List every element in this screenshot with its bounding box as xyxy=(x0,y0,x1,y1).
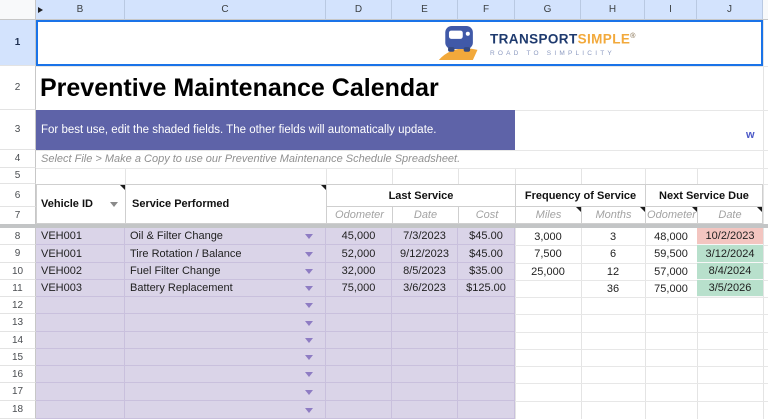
cell-d13[interactable] xyxy=(326,314,392,332)
header-next-due-label: Next Service Due xyxy=(659,189,749,202)
header-service-performed[interactable] xyxy=(125,184,327,224)
cell-b13[interactable] xyxy=(36,314,125,332)
row-header-7[interactable]: 7 xyxy=(0,207,36,224)
brand-secondary: SIMPLE xyxy=(577,31,631,47)
row-header-16[interactable]: 16 xyxy=(0,366,36,383)
cell-next-date-row11[interactable]: 3/5/2026 xyxy=(697,280,763,297)
truck-icon xyxy=(437,25,483,61)
cell-last-odo-row10[interactable]: 32,000 xyxy=(326,263,392,280)
cell-last-date-row10[interactable]: 8/5/2023 xyxy=(392,263,458,280)
cell-last-odo-row11[interactable]: 75,000 xyxy=(326,280,392,297)
cell-next-date-row10[interactable]: 8/4/2024 xyxy=(697,263,763,280)
subheader-label: Odometer xyxy=(647,209,696,221)
cell-last-cost-row11[interactable]: $125.00 xyxy=(458,280,515,297)
cell-last-date-row11[interactable]: 3/6/2023 xyxy=(392,280,458,297)
subheader-last-date[interactable] xyxy=(392,206,459,224)
subheader-label: Months xyxy=(595,209,632,221)
usage-banner[interactable] xyxy=(36,110,515,150)
subheader-label: Cost xyxy=(475,209,499,221)
cell-service-row10[interactable] xyxy=(125,263,326,280)
cell-next-odo-row8[interactable]: 48,000 xyxy=(654,230,688,243)
cell-last-cost-row10[interactable]: $35.00 xyxy=(458,263,515,280)
cell-d17[interactable] xyxy=(326,383,392,401)
subheader-last-odometer[interactable] xyxy=(326,206,393,224)
cell-vehicle-id-row9[interactable]: VEH001 xyxy=(36,245,125,263)
dropdown-arrow-icon[interactable] xyxy=(305,252,313,257)
cell-b16[interactable] xyxy=(36,366,125,383)
hidden-column-indicator-icon[interactable] xyxy=(38,7,43,13)
column-header-d[interactable]: D xyxy=(326,0,392,20)
copy-instruction[interactable]: Select File > Make a Copy to use our Preventive Maintenance Schedule Spreadsheet. xyxy=(41,153,461,165)
header-last-service-label: Last Service xyxy=(388,189,454,202)
cell-service-row8[interactable] xyxy=(125,228,326,245)
subheader-last-cost[interactable] xyxy=(458,206,516,224)
dropdown-arrow-icon[interactable] xyxy=(305,286,313,291)
cell-last-odo-row9[interactable]: 52,000 xyxy=(326,245,392,263)
selected-cell-b1[interactable] xyxy=(36,20,763,66)
logo-text xyxy=(490,30,636,57)
cell-miles-row10[interactable]: 25,000 xyxy=(531,265,565,278)
transportsimple-logo xyxy=(437,25,636,63)
subheader-label: Date xyxy=(413,209,438,221)
frozen-row-divider[interactable] xyxy=(0,224,768,228)
cell-f13[interactable] xyxy=(458,314,515,332)
cell-e16[interactable] xyxy=(392,366,458,383)
cell-b14[interactable] xyxy=(36,332,125,349)
dropdown-arrow-icon[interactable] xyxy=(305,372,313,377)
cell-f12[interactable] xyxy=(458,297,515,314)
brand-primary: TRANSPORT xyxy=(490,31,578,47)
header-vehicle-id-label: Vehicle ID xyxy=(41,198,93,210)
cell-c12[interactable] xyxy=(125,297,326,314)
row-header-11[interactable]: 11 xyxy=(0,280,36,297)
cell-b17[interactable] xyxy=(36,383,125,401)
cell-d18[interactable] xyxy=(326,401,392,419)
select-all-corner[interactable] xyxy=(0,0,36,20)
cell-d12[interactable] xyxy=(326,297,392,314)
dropdown-arrow-icon[interactable] xyxy=(305,321,313,326)
usage-banner-text: For best use, edit the shaded fields. The other fields will automatically update. xyxy=(41,124,437,136)
cell-c13[interactable] xyxy=(125,314,326,332)
cell-d15[interactable] xyxy=(326,349,392,366)
subheader-next-date[interactable] xyxy=(697,206,763,224)
cell-f18[interactable] xyxy=(458,401,515,419)
dropdown-arrow-icon[interactable] xyxy=(305,355,313,360)
cell-miles-row9[interactable]: 7,500 xyxy=(534,248,562,260)
cell-f14[interactable] xyxy=(458,332,515,349)
column-header-j[interactable]: J xyxy=(697,0,763,20)
service-label: Tire Rotation / Balance xyxy=(130,247,242,260)
cell-next-odo-row11[interactable]: 75,000 xyxy=(654,282,688,295)
logo-tagline: ROAD TO SIMPLICITY xyxy=(490,49,615,57)
dropdown-arrow-icon[interactable] xyxy=(305,408,313,413)
cell-vehicle-id-row11[interactable]: VEH003 xyxy=(36,280,125,297)
page-title[interactable]: Preventive Maintenance Calendar xyxy=(40,74,439,102)
row-header-1[interactable]: 1 xyxy=(0,20,36,66)
dropdown-arrow-icon[interactable] xyxy=(305,303,313,308)
dropdown-arrow-icon[interactable] xyxy=(305,269,313,274)
cell-months-row11[interactable]: 36 xyxy=(606,282,620,295)
cell-last-odo-row8[interactable]: 45,000 xyxy=(326,228,392,245)
partial-link-text[interactable]: w xyxy=(746,129,755,141)
cell-e15[interactable] xyxy=(392,349,458,366)
cell-next-date-row9[interactable]: 3/12/2024 xyxy=(697,245,763,263)
cell-next-odo-row9[interactable]: 59,500 xyxy=(654,248,688,260)
cell-last-date-row8[interactable]: 7/3/2023 xyxy=(392,228,458,245)
cell-months-row10[interactable]: 12 xyxy=(606,265,620,278)
row-header-4[interactable]: 4 xyxy=(0,150,36,168)
cell-service-row11[interactable] xyxy=(125,280,326,297)
cell-f16[interactable] xyxy=(458,366,515,383)
cell-last-cost-row8[interactable]: $45.00 xyxy=(458,228,515,245)
header-frequency-of-service[interactable] xyxy=(515,184,646,207)
header-frequency-label: Frequency of Service xyxy=(524,189,637,202)
cell-vehicle-id-row10[interactable]: VEH002 xyxy=(36,263,125,280)
cell-e13[interactable] xyxy=(392,314,458,332)
row-header-17[interactable]: 17 xyxy=(0,383,36,401)
cell-last-cost-row9[interactable]: $45.00 xyxy=(458,245,515,263)
cell-f15[interactable] xyxy=(458,349,515,366)
cell-c14[interactable] xyxy=(125,332,326,349)
cell-b15[interactable] xyxy=(36,349,125,366)
cell-d16[interactable] xyxy=(326,366,392,383)
cell-f17[interactable] xyxy=(458,383,515,401)
gridline xyxy=(763,20,764,419)
column-header-h[interactable]: H xyxy=(581,0,645,20)
header-last-service[interactable] xyxy=(326,184,516,207)
column-header-g[interactable]: G xyxy=(515,0,581,20)
cell-c18[interactable] xyxy=(125,401,326,419)
note-marker-icon xyxy=(757,207,762,212)
header-next-service-due[interactable] xyxy=(645,184,763,207)
cell-e14[interactable] xyxy=(392,332,458,349)
registered-mark: ® xyxy=(630,33,636,40)
row-header-14[interactable]: 14 xyxy=(0,332,36,349)
cell-b12[interactable] xyxy=(36,297,125,314)
dropdown-arrow-icon[interactable] xyxy=(305,338,313,343)
header-vehicle-id[interactable] xyxy=(36,184,126,224)
subheader-miles[interactable] xyxy=(515,206,582,224)
subheader-next-odometer[interactable] xyxy=(645,206,698,224)
cell-e12[interactable] xyxy=(392,297,458,314)
column-header-rest xyxy=(763,0,768,20)
cell-e17[interactable] xyxy=(392,383,458,401)
subheader-label: Miles xyxy=(535,209,562,221)
cell-d14[interactable] xyxy=(326,332,392,349)
cell-b18[interactable] xyxy=(36,401,125,419)
row-header-8[interactable]: 8 xyxy=(0,228,36,245)
row-header-6[interactable]: 6 xyxy=(0,184,36,207)
cell-c17[interactable] xyxy=(125,383,326,401)
row-header-15[interactable]: 15 xyxy=(0,349,36,366)
service-label: Battery Replacement xyxy=(130,282,233,294)
cell-miles-row8[interactable]: 3,000 xyxy=(534,230,562,243)
row-header-18[interactable]: 18 xyxy=(0,401,36,419)
column-header-f[interactable]: F xyxy=(458,0,515,20)
cell-e18[interactable] xyxy=(392,401,458,419)
row-header-2[interactable]: 2 xyxy=(0,66,36,110)
cell-service-row9[interactable] xyxy=(125,245,326,263)
cell-next-odo-row10[interactable]: 57,000 xyxy=(654,265,688,278)
service-label: Oil & Filter Change xyxy=(130,230,223,242)
subheader-months[interactable] xyxy=(581,206,646,224)
dropdown-arrow-icon[interactable] xyxy=(305,234,313,239)
row-header-10[interactable]: 10 xyxy=(0,263,36,280)
service-label: Fuel Filter Change xyxy=(130,265,221,277)
cell-c16[interactable] xyxy=(125,366,326,383)
dropdown-arrow-icon[interactable] xyxy=(305,390,313,395)
cell-last-date-row9[interactable]: 9/12/2023 xyxy=(392,245,458,263)
row-header-9[interactable]: 9 xyxy=(0,245,36,263)
row-header-3[interactable]: 3 xyxy=(0,110,36,150)
column-header-c[interactable]: C xyxy=(125,0,326,20)
row-header-12[interactable]: 12 xyxy=(0,297,36,314)
cell-months-row8[interactable]: 3 xyxy=(609,230,617,243)
subheader-label: Date xyxy=(718,209,742,221)
gridline xyxy=(36,168,768,169)
filter-dropdown-icon[interactable] xyxy=(110,202,118,207)
subheader-label: Odometer xyxy=(335,209,384,221)
column-header-i[interactable]: I xyxy=(645,0,697,20)
column-header-b[interactable]: B xyxy=(36,0,125,20)
cell-miles-row11[interactable] xyxy=(515,280,581,297)
cell-next-date-row8[interactable]: 10/2/2023 xyxy=(697,228,763,245)
header-service-performed-label: Service Performed xyxy=(132,198,230,210)
cell-months-row9[interactable]: 6 xyxy=(609,248,617,260)
row-header-13[interactable]: 13 xyxy=(0,314,36,332)
cell-vehicle-id-row8[interactable]: VEH001 xyxy=(36,228,125,245)
cell-c15[interactable] xyxy=(125,349,326,366)
column-header-e[interactable]: E xyxy=(392,0,458,20)
row-header-5[interactable]: 5 xyxy=(0,168,36,184)
